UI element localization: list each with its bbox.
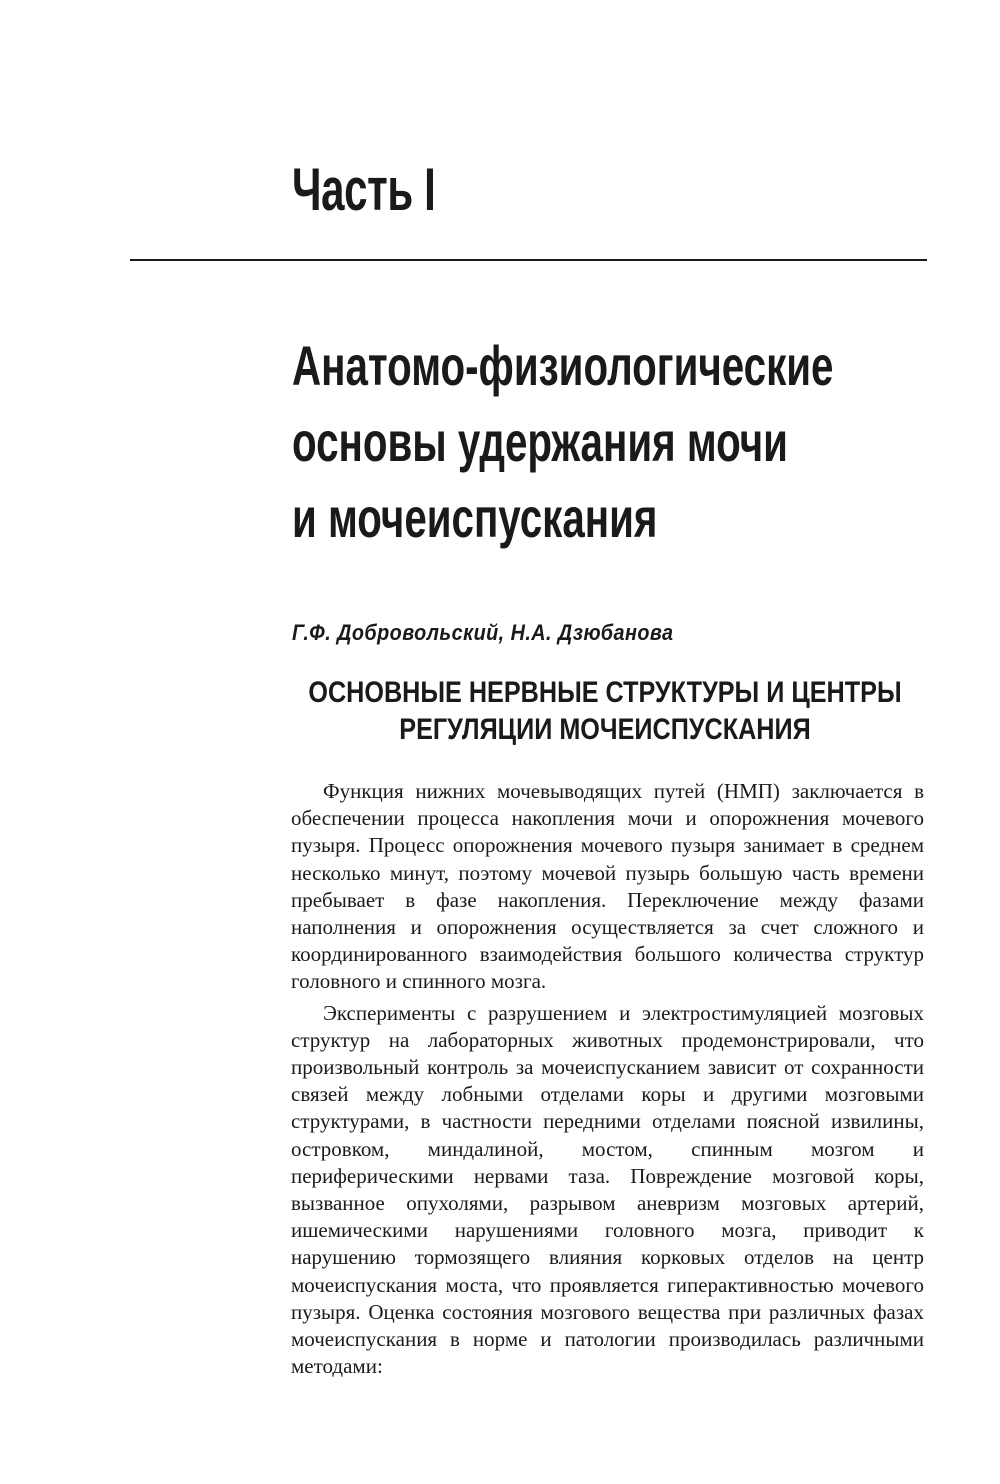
authors: Г.Ф. Добровольский, Н.А. Дзюбанова (292, 620, 674, 645)
section-title (307, 674, 903, 748)
chapter-title-line: Анатомо-физиологические (292, 334, 834, 397)
section-title-line: ОСНОВНЫЕ НЕРВНЫЕ СТРУКТУРЫ И ЦЕНТРЫ (308, 676, 902, 709)
section-title-line: РЕГУЛЯЦИИ МОЧЕИСПУСКАНИЯ (399, 713, 811, 746)
chapter-title-line: и мочеиспускания (292, 486, 658, 549)
chapter-title (292, 328, 833, 556)
paragraph: Эксперименты с разрушением и электростимуляцией мозговых структур на лабораторных животных продемонстрировали, что произвольный контроль за мочеиспусканием зависит от сохранности связей между лобными отделами коры и другими мозговыми структурами, в частности передними отделами поясной извилины, островком, миндалиной, мостом, спинным мозгом и периферическими нервами таза. Повреждение мозговой коры, вызванное опухолями, разрывом аневризм мозговых артерий, ишемическими нарушениями головного мозга, приводит к нарушению тормозящего влияния корковых отделов на центр мочеиспускания моста, что проявляется гиперактивностью мочевого пузыря. Оценка состояния мозгового вещества при различных фазах мочеиспускания в норме и патологии производилась различными методами: (291, 1000, 924, 1379)
paragraph: Функция нижних мочевыводящих путей (НМП) заключается в обеспечении процесса накопления мочи и опорожнения мочевого пузыря. Процесс опорожнения мочевого пузыря занимает в среднем несколько минут, поэтому мочевой пузырь большую часть времени пребывает в фазе накопления. Переключение между фазами наполнения и опорожнения осуществляется за счет сложного и координированного взаимодействия большого количества структур головного и спинного мозга. (291, 779, 924, 994)
chapter-title-line: основы удержания мочи (292, 410, 788, 473)
part-title: Часть I (292, 156, 436, 223)
horizontal-rule (130, 259, 927, 261)
body-text (291, 778, 924, 1380)
